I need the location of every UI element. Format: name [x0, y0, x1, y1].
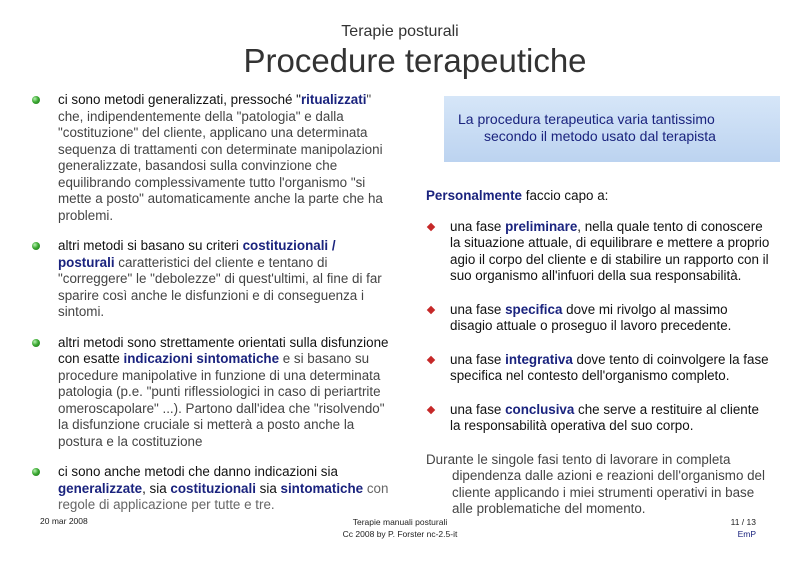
phase-keyword: preliminare	[505, 218, 578, 234]
red-diamond-bullet-icon	[427, 305, 435, 313]
item-keyword: indicazioni sintomatiche	[123, 351, 280, 366]
footer-right	[731, 516, 756, 540]
phase-text: una fase	[450, 401, 506, 417]
item-keyword: ritualizzati	[300, 92, 367, 107]
item-text: ci sono metodi generalizzati, pressoché "	[58, 92, 301, 107]
item-text: ci sono anche metodi che danno indicazioni sia	[58, 464, 338, 479]
item-text: caratteristici del cliente e tentano di "correggere" le "debolezze" di quest'ultimi, al fine di far sparire così anche le disfunzioni e di conseguenza i sintomi.	[58, 254, 382, 319]
closing-text: Durante le singole fasi tento di lavorare in completa	[426, 451, 731, 467]
phase-text: una fase	[450, 351, 506, 367]
phase-item	[426, 219, 772, 285]
phase-keyword: specifica	[505, 301, 563, 317]
slide-title: Procedure terapeutiche	[243, 42, 587, 79]
green-bullet-icon	[32, 339, 40, 347]
list-item	[32, 464, 394, 514]
closing-paragraph	[426, 452, 772, 518]
item-text: altri metodi sono strettamente orientati sulla disfunzione con esatte	[58, 334, 389, 366]
list-item	[32, 238, 394, 321]
red-diamond-bullet-icon	[427, 222, 435, 230]
callout-line: La procedura terapeutica varia tantissimo	[458, 111, 715, 127]
item-text: altri metodi si basano su criteri	[58, 238, 243, 253]
list-item	[32, 335, 394, 451]
phase-keyword: conclusiva	[505, 401, 575, 417]
intro-keyword: Personalmente	[426, 188, 523, 203]
phase-item	[426, 352, 772, 385]
right-column	[426, 188, 772, 518]
item-keyword: costituzionali	[170, 480, 256, 496]
phase-text: una fase	[450, 218, 506, 234]
closing-text: dipendenza dalle azioni e reazioni dell'organismo del cliente applicando i miei strumenti operativi in base alle problematiche del momento.	[452, 468, 765, 516]
phase-keyword: integrativa	[505, 351, 573, 367]
footer-title: Terapie manuali posturali	[352, 517, 448, 527]
item-keyword: costituzionali / posturali	[58, 238, 336, 270]
item-text: " che, indipendentemente della "patologia" e dalla "costituzione" del cliente, applicano una determinata sequenza di trattamenti con determinate manipolazioni generalizzate, basandosi sulla convinzione che equilibrando complessivamente tutto l'organismo "si mette a posto" automaticamente anche la parte che ha problemi.	[58, 92, 383, 223]
red-diamond-bullet-icon	[427, 405, 435, 413]
callout-line: secondo il metodo usato dal terapista	[484, 128, 716, 144]
left-column	[32, 92, 394, 528]
phase-item	[426, 402, 772, 435]
green-bullet-icon	[32, 468, 40, 476]
phase-text: dove tento di coinvolgere la fase specifica nel contesto dell'organismo completo.	[450, 351, 769, 383]
page-number: 11 / 13	[730, 517, 756, 527]
footer-center	[0, 516, 800, 540]
phase-text: che serve a restituire al cliente la responsabilità operativa del suo corpo.	[450, 401, 759, 433]
slide-subtitle: Terapie posturali	[341, 23, 459, 40]
phase-text: dove mi rivolgo al massimo disagio attuale o proseguo il lavoro precedente.	[450, 301, 732, 333]
item-text: sia	[255, 480, 281, 496]
intro-text: faccio capo a:	[522, 188, 609, 203]
item-text: e si basano su procedure manipolative in funzione di una determinata patologia (p.e. "punti riflessiologici in caso di periartrite omeroscapolare" ...). Partono dall'idea che "risolvendo" la disfunzione cruciale si metterà a posto anche la postura e la costituzione	[58, 351, 385, 449]
green-bullet-icon	[32, 242, 40, 250]
phase-text: una fase	[450, 301, 506, 317]
item-keyword: sintomatiche	[280, 480, 364, 496]
footer-date: 20 mar 2008	[40, 516, 88, 526]
right-intro	[426, 188, 772, 205]
green-bullet-icon	[32, 96, 40, 104]
item-keyword: generalizzate	[58, 480, 143, 496]
phase-text: , nella quale tento di conoscere la situazione attuale, di equilibrare e mettere a proprio agio il corpo del cliente e di stabilire un rapporto con il suo organismo all'infuori della sua responsabilità.	[450, 218, 770, 283]
red-diamond-bullet-icon	[427, 355, 435, 363]
phase-item	[426, 302, 772, 335]
footer-brand: EmP	[737, 529, 756, 539]
list-item	[32, 92, 394, 224]
item-text: , sia	[142, 480, 171, 496]
footer-license: Cc 2008 by P. Forster nc-2.5-it	[342, 529, 458, 539]
item-text: con regole di applicazione per tutte e tre.	[58, 480, 389, 512]
callout-box	[444, 96, 780, 162]
